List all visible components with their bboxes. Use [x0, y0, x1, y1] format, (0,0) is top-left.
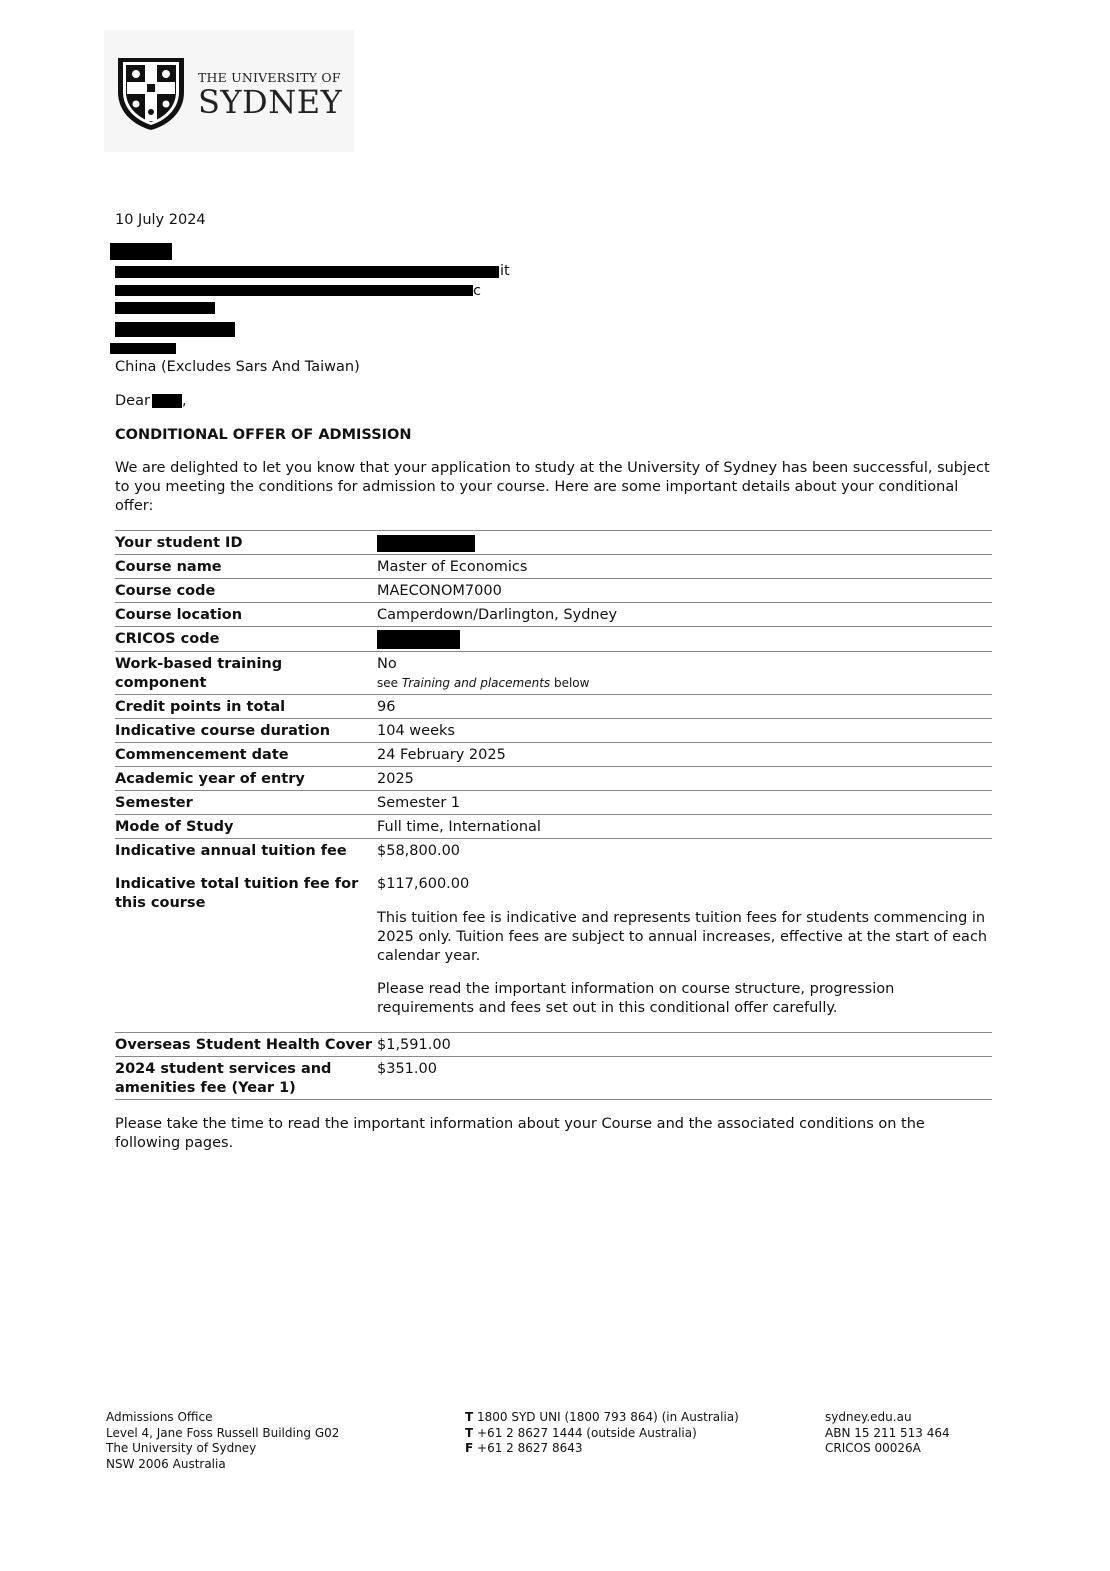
footer-address-line: Level 4, Jane Foss Russell Building G02 [106, 1425, 340, 1440]
greeting-prefix: Dear [115, 393, 150, 409]
fax-key: F [465, 1441, 474, 1455]
redacted-name [110, 243, 172, 260]
logo-wordmark [198, 70, 343, 121]
table-row-student-id [115, 531, 992, 555]
table-row-commencement-date [115, 743, 992, 767]
work-based-training-label: Work-based training component [115, 655, 283, 691]
address-country: China (Excludes Sars And Taiwan) [115, 359, 360, 375]
footer-address-line: The University of Sydney [106, 1441, 257, 1455]
academic-year-value: 2025 [377, 770, 414, 787]
annual-fee-label: Indicative annual tuition fee [115, 842, 347, 859]
footer-contact [465, 1410, 739, 1457]
footer-web-info [825, 1410, 950, 1457]
university-crest-icon [114, 52, 188, 132]
credit-points-value: 96 [377, 698, 396, 715]
redacted-address-line-1 [115, 266, 499, 278]
annual-fee-value: $58,800.00 [377, 842, 461, 859]
course-duration-value: 104 weeks [377, 722, 455, 739]
semester-label: Semester [115, 794, 193, 811]
note-suffix: below [550, 675, 590, 690]
work-based-training-value [377, 652, 992, 694]
offer-details-table [115, 530, 992, 1100]
table-row-course-location [115, 603, 992, 627]
course-code-value: MAECONOM7000 [377, 583, 502, 599]
course-duration-label: Indicative course duration [115, 722, 331, 739]
address-line-1-end: it [500, 263, 510, 279]
work-based-training-note [377, 674, 992, 693]
course-name-label: Course name [115, 559, 222, 575]
course-name-value: Master of Economics [377, 559, 528, 575]
oshc-value: $1,591.00 [377, 1036, 451, 1053]
footer-address-line: Admissions Office [106, 1410, 213, 1424]
footer-fax [465, 1441, 739, 1457]
redacted-address-line-4 [115, 322, 235, 337]
note-prefix: see [377, 675, 402, 690]
table-row-oshc [115, 1033, 992, 1057]
footer-phone-international [465, 1426, 739, 1442]
redacted-cricos-code [377, 630, 460, 649]
phone-key: T [465, 1425, 474, 1440]
footer-cricos: CRICOS 00026A [825, 1441, 921, 1455]
redacted-postcode [110, 343, 176, 354]
table-row-academic-year [115, 767, 992, 791]
footer-phone-australia [465, 1410, 739, 1426]
redacted-address-line-2 [115, 285, 473, 296]
phone-text: 1800 SYD UNI (1800 793 864) (in Australia) [473, 1410, 739, 1424]
cricos-code-label: CRICOS code [115, 631, 220, 647]
semester-value: Semester 1 [377, 794, 461, 811]
phone-key: T [465, 1410, 474, 1424]
greeting [115, 393, 187, 409]
oshc-label: Overseas Student Health Cover [115, 1036, 372, 1053]
table-row-tuition-fees [115, 839, 992, 1033]
footer-abn: ABN 15 211 513 464 [825, 1425, 950, 1440]
mode-of-study-label: Mode of Study [115, 818, 234, 835]
greeting-suffix: , [181, 393, 187, 409]
student-id-value [377, 531, 992, 554]
mode-of-study-value: Full time, International [377, 818, 541, 835]
table-row-semester [115, 791, 992, 815]
redacted-address-line-3 [115, 302, 215, 314]
cricos-code-value [377, 627, 992, 651]
table-row-course-duration [115, 719, 992, 743]
course-location-label: Course location [115, 607, 243, 623]
redacted-student-id [377, 535, 475, 552]
footer-address-line: NSW 2006 Australia [106, 1456, 226, 1471]
logo-line-2: SYDNEY [198, 83, 343, 121]
intro-paragraph: We are delighted to let you know that your application to study at the University of Sydney has been successful, subject to you meeting the conditions for admission to your course. Here are some important details about your conditional offer: [115, 460, 990, 514]
letter-date: 10 July 2024 [115, 212, 206, 228]
letter-heading: CONDITIONAL OFFER OF ADMISSION [115, 427, 412, 443]
table-row-credit-points [115, 695, 992, 719]
footer-website: sydney.edu.au [825, 1410, 912, 1424]
table-row-cricos-code [115, 627, 992, 652]
total-fee-value: $117,600.00 [377, 875, 470, 892]
ssaf-value: $351.00 [377, 1060, 437, 1077]
commencement-date-value: 24 February 2025 [377, 746, 506, 763]
student-id-label: Your student ID [115, 535, 243, 551]
table-row-course-name [115, 555, 992, 579]
ssaf-label: 2024 student services and amenities fee (Year 1) [115, 1060, 332, 1096]
academic-year-label: Academic year of entry [115, 770, 305, 787]
logo-line-1: THE UNIVERSITY OF [198, 70, 341, 85]
university-logo [104, 30, 354, 152]
commencement-date-label: Commencement date [115, 746, 289, 763]
table-row-mode-of-study [115, 815, 992, 839]
table-row-ssaf [115, 1057, 992, 1100]
table-row-course-code [115, 579, 992, 603]
credit-points-label: Credit points in total [115, 698, 286, 715]
phone-text: +61 2 8627 1444 (outside Australia) [473, 1425, 697, 1440]
address-line-2-end: c [473, 283, 481, 299]
total-fee-value-block [377, 875, 992, 1032]
course-location-value: Camperdown/Darlington, Sydney [377, 607, 618, 623]
table-row-work-based-training [115, 652, 992, 695]
fee-note-paragraph-1: This tuition fee is indicative and represents tuition fees for students commencing in 2025 only. Tuition fees are subject to annual increases, effective at the start of each calendar year. [377, 909, 988, 964]
note-italic: Training and placements [401, 675, 551, 690]
total-fee-label: Indicative total tuition fee for this course [115, 875, 359, 911]
course-code-label: Course code [115, 583, 216, 599]
closing-paragraph: Please take the time to read the important information about your Course and the associated conditions on the following pages. [115, 1116, 925, 1151]
work-based-training-answer: No [377, 655, 397, 672]
redacted-recipient-name [152, 394, 182, 408]
fax-text: +61 2 8627 8643 [473, 1441, 583, 1455]
footer-address [106, 1410, 339, 1472]
fee-note-paragraph-2: Please read the important information on course structure, progression requirements and fees set out in this conditional offer carefully. [377, 980, 895, 1016]
